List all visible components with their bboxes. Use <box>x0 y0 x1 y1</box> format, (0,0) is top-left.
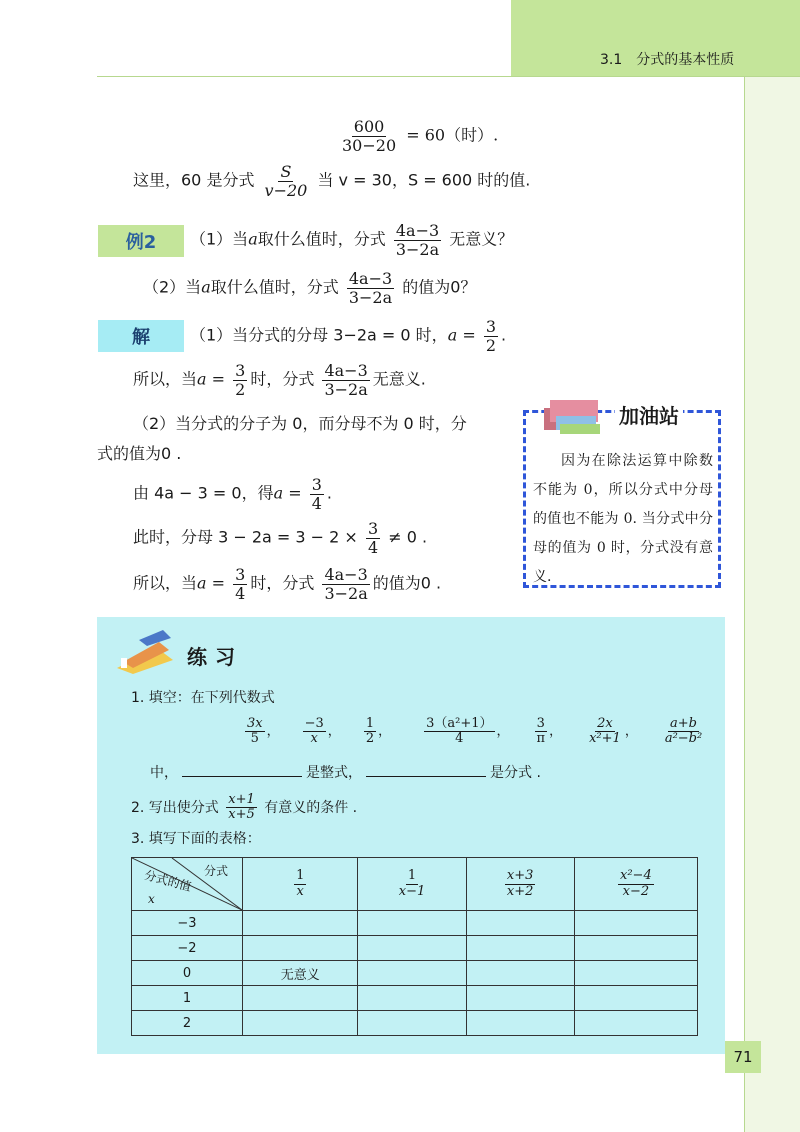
section-number: 3.1 <box>600 52 623 68</box>
table-cell[interactable]: 无意义 <box>243 961 358 986</box>
table-cell[interactable] <box>243 1011 358 1036</box>
tips-text: 因为在除法运算中除数不能为 0，所以分式中分母的值也不能为 0. 当分式中分母的值为 0 时，分式没有意义. <box>533 453 713 585</box>
table-cell[interactable] <box>358 911 466 936</box>
example2-q1: （1）当a取什么值时，分式 $\frac{4a-3}{3-2a}$ 无意义？ <box>190 221 514 259</box>
table-header-cell: $\frac{\text{x²−4}}{x-2}$ <box>574 858 697 911</box>
expressions-row: $\frac{3x}{5}$ ， $\frac{-3}{x}$ ， $\frac{1}{2}$ ， $\frac{\text{3（a²+1）}}{4}$ ， $\frac{3}{\pi}$ ， $\frac{2x}{\text{x²+1}}$ ， $\frac{a+b}{\text{a²−b²}}$ <box>247 716 703 747</box>
table-cell[interactable] <box>358 961 466 986</box>
table-header-cell: $\frac{1}{x}$ <box>243 858 358 911</box>
practice-q1: 1. 填空：在下列代数式 <box>131 690 275 706</box>
section-header <box>600 49 734 69</box>
table-cell[interactable] <box>574 936 697 961</box>
margin-line <box>744 76 745 1132</box>
table-row <box>132 1011 698 1036</box>
solution-step4: 由 4a − 3 = 0，得a = $\frac{3}{4}$ . <box>133 475 332 513</box>
table-cell[interactable] <box>466 1011 574 1036</box>
pencil-book-icon <box>113 628 179 676</box>
table-x-cell: 2 <box>132 1011 243 1036</box>
explain-line: 这里，60 是分式 $\frac{S}{v-20}$ 当 v = 30，S = 600 时的值. <box>133 162 531 200</box>
table-row <box>132 936 698 961</box>
table-x-cell: 0 <box>132 961 243 986</box>
section-title: 分式的基本性质 <box>636 52 735 68</box>
table-header-row <box>132 858 698 911</box>
table-cell[interactable] <box>466 936 574 961</box>
table-cell[interactable] <box>358 936 466 961</box>
blank-fractional[interactable] <box>366 762 486 777</box>
table-cell[interactable] <box>358 986 466 1011</box>
table-x-cell: 1 <box>132 986 243 1011</box>
table-cell[interactable] <box>574 911 697 936</box>
table-cell[interactable] <box>466 986 574 1011</box>
table-row <box>132 961 698 986</box>
table-row <box>132 911 698 936</box>
calc-line: $\frac{600}{30-20}$ = 60（时）. <box>342 117 499 155</box>
practice-q1-blanks: 中， 是整式， 是分式 . <box>150 762 541 783</box>
table-cell[interactable] <box>466 961 574 986</box>
example-badge: 例2 <box>98 225 184 257</box>
page-number: 71 <box>725 1041 761 1073</box>
solution-badge: 解 <box>98 320 184 352</box>
header-divider <box>97 76 800 77</box>
value-table <box>131 857 698 1036</box>
example2-q2: （2）当a取什么值时，分式 $\frac{4a-3}{3-2a}$ 的值为0？ <box>143 269 477 307</box>
tips-title: 加油站 <box>615 400 683 429</box>
practice-q2: 2. 写出使分式 $\frac{x+1}{x+5}$ 有意义的条件 . <box>131 792 358 823</box>
table-cell[interactable] <box>574 1011 697 1036</box>
solution-step6: 所以，当a = $\frac{3}{4}$ 时，分式 $\frac{4a-3}{3-2a}$ 的值为0 . <box>133 565 442 603</box>
fuel-station-icon <box>540 390 606 440</box>
table-cell[interactable] <box>243 911 358 936</box>
table-cell[interactable] <box>466 911 574 936</box>
table-x-cell: −2 <box>132 936 243 961</box>
table-row <box>132 986 698 1011</box>
table-corner-cell: 分式 分式的值 x <box>132 858 243 911</box>
table-cell[interactable] <box>243 986 358 1011</box>
practice-title: 练习 <box>187 645 243 669</box>
solution-step2: 所以，当a = $\frac{3}{2}$ 时，分式 $\frac{4a-3}{3-2a}$ 无意义. <box>133 361 426 399</box>
table-cell[interactable] <box>358 1011 466 1036</box>
practice-q3: 3. 填写下面的表格： <box>131 831 261 847</box>
table-x-cell: −3 <box>132 911 243 936</box>
solution-step3-line2: 式的值为0 . <box>97 444 182 463</box>
table-header-cell: $\frac{1}{x-1}$ <box>358 858 466 911</box>
solution-step3-line1: （2）当分式的分子为 0，而分母不为 0 时，分 <box>133 414 467 433</box>
table-cell[interactable] <box>574 986 697 1011</box>
table-header-cell: $\frac{x+3}{x+2}$ <box>466 858 574 911</box>
solution-step5: 此时，分母 3 − 2a = 3 − 2 × $\frac{3}{4}$ ≠ 0 . <box>133 519 428 557</box>
solution-step1: （1）当分式的分母 3−2a = 0 时，a = $\frac{3}{2}$ . <box>190 317 507 355</box>
table-cell[interactable] <box>243 936 358 961</box>
blank-integral[interactable] <box>182 762 302 777</box>
margin-strip <box>745 76 800 1132</box>
table-cell[interactable] <box>574 961 697 986</box>
